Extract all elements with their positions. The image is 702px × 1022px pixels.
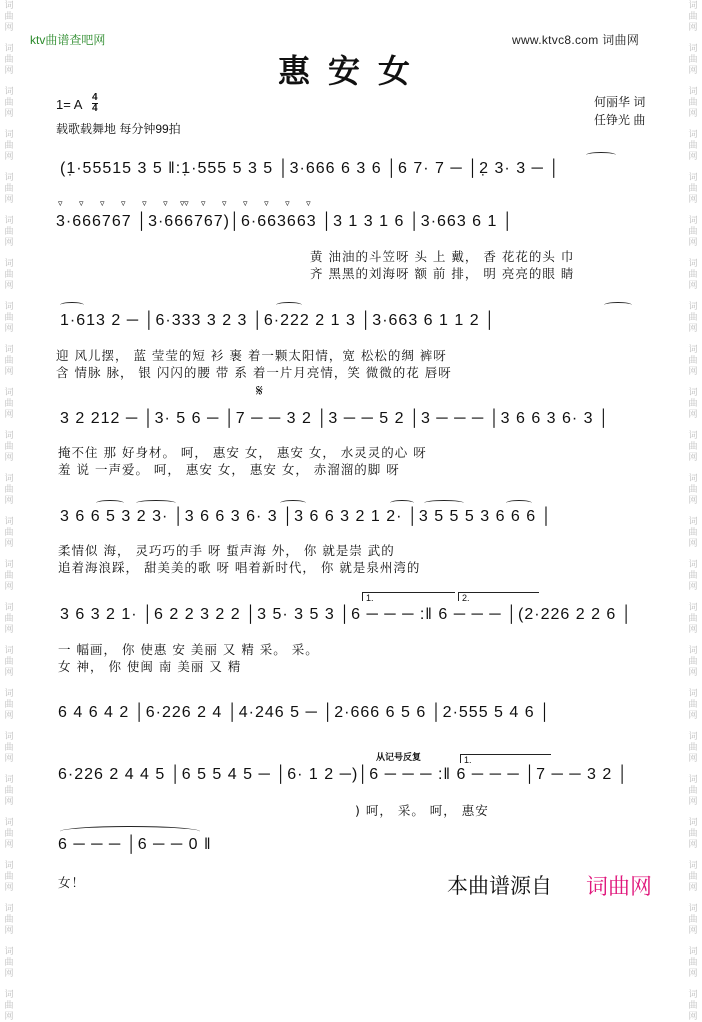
segno-sign: 𝄋 <box>256 383 263 400</box>
slur <box>424 500 464 506</box>
time-signature: 4 4 <box>92 92 98 114</box>
score-line-6: 3 6 3 2 1· │6 2 2 3 2 2 │3 5· 3 5 3 │6 ─ ─ ─ :‖ 6 ─ ─ ─ │(2·226 2 2 6 │ <box>60 606 633 623</box>
accent-marks: ▿ ▿ ▿ ▿ ▿ ▿ ▿ <box>180 198 318 208</box>
brand-logo: 词曲网 <box>586 874 653 899</box>
lyric-line-4a: 掩不住 那 好身材。 呵， 惠安 女， 惠安 女， 水灵灵的心 呀 <box>58 445 427 460</box>
lyric-line-3a: 迎 风儿摆， 蓝 莹莹的短 衫 裹 着一颗太阳情，宽 松松的绸 裤呀 <box>56 348 447 363</box>
score-line-4: 3 2 212 ─ │3· 5 6 ─ │7 ─ ─ 3 2 │3 ─ ─ 5 2 │3 ─ ─ ─ │3 6 6 3 6· 3 │ <box>60 410 611 427</box>
volta-label: 1. <box>464 755 472 765</box>
tempo-marking: 载歌载舞地 每分钟99拍 <box>56 122 181 136</box>
accent-marks: ▿ ▿ ▿ ▿ ▿ ▿ ▿ <box>58 198 196 208</box>
composer-credit: 任铮光 曲 <box>594 113 646 127</box>
lyric-line-8: ) 呵， 采。 呵， 惠安 <box>355 803 489 818</box>
lyric-line-5a: 柔情似 海， 灵巧巧的手 呀 蜇声海 外， 你 就是崇 武的 <box>58 543 395 558</box>
lyric-line-6a: 一 幅画， 你 使惠 安 美丽 又 精 采。 采。 <box>58 642 319 657</box>
volta-bracket-1 <box>362 592 455 601</box>
slur <box>586 152 616 158</box>
score-line-9: 6 ─ ─ ─ │6 ─ ─ 0 ‖ <box>58 836 212 853</box>
volta-label-1: 1. <box>366 593 374 603</box>
lyric-line-3b: 含 情脉 脉， 银 闪闪的腰 带 系 着一片月亮情，笑 微微的花 唇呀 <box>56 365 452 380</box>
lyric-line-4b: 羞 说 一声爱。 呵， 惠安 女， 惠安 女， 赤溜溜的脚 呀 <box>58 462 400 477</box>
site-url-right: www.ktvc8.com 词曲网 <box>512 33 640 47</box>
slur <box>604 302 632 308</box>
slur <box>136 500 176 506</box>
side-watermark-right: 词曲网 词曲网 词曲网 词曲网 词曲网 词曲网 词曲网 词曲网 词曲网 词曲网 词曲网 词曲网 词曲网 词曲网 词曲网 词曲网 词曲网 词曲网 词曲网 词曲网 词曲网 词曲网 词曲网 词曲网 <box>688 0 698 1021</box>
score-line-7: 6 4 6 4 2 │6·226 2 4 │4·246 5 ─ │2·666 6 5 6 │2·555 5 4 6 │ <box>58 704 552 721</box>
site-name-left: ktv曲谱查吧网 <box>30 33 106 47</box>
score-line-3: 1·613 2 ─ │6·333 3 2 3 │6·222 2 1 3 │3·663 6 1 1 2 │ <box>60 312 497 329</box>
slur <box>506 500 532 506</box>
slur <box>276 302 302 308</box>
key-signature: 1= A <box>56 97 83 112</box>
lyricist-credit: 何丽华 词 <box>594 95 646 109</box>
score-line-8: 6·226 2 4 4 5 │6 5 5 4 5 ─ │6· 1 2 ─)│6 ─ ─ ─ :‖ 6 ─ ─ ─ │7 ─ ─ 3 2 │ <box>58 766 629 783</box>
volta-bracket <box>460 754 551 763</box>
lyric-line-6b: 女 神， 你 使闽 南 美丽 又 精 <box>58 659 242 674</box>
score-line-1: (1̣·55515 3 5 ‖:1̣·555 5 3 5 │3·666 6 3 6 │6 7· 7 ─ │2̣ 3· 3 ─ │ <box>60 160 561 177</box>
lyric-line-5b: 追着海浪踩， 甜美美的歌 呀 唱着新时代， 你 就是泉州湾的 <box>58 560 421 575</box>
score-line-2: 3·666767 │3·666767)│6·663663 │3 1 3 1 6 │3·663 6 1 │ <box>56 213 514 230</box>
side-watermark-left: 词曲网 词曲网 词曲网 词曲网 词曲网 词曲网 词曲网 词曲网 词曲网 词曲网 词曲网 词曲网 词曲网 词曲网 词曲网 词曲网 词曲网 词曲网 词曲网 词曲网 词曲网 词曲网 词曲网 词曲网 <box>4 0 14 1021</box>
slur <box>280 500 306 506</box>
score-line-5: 3 6 6 5 3 2 3· │3 6 6 3 6· 3 │3 6 6 3 2 1 2· │3 5 5 5 3 6 6 6 │ <box>60 508 553 525</box>
lyric-line-9: 女！ <box>58 875 86 890</box>
slur <box>390 500 414 506</box>
slur <box>60 302 84 308</box>
volta-label-2: 2. <box>462 593 470 603</box>
da-segno-label: 从记号反复 <box>376 752 422 762</box>
slur <box>96 500 124 506</box>
song-title: 惠安女 <box>278 53 429 89</box>
lyric-line-2a: 黄 油油的斗笠呀 头 上 戴， 香 花花的头 巾 <box>310 249 575 264</box>
volta-bracket-2 <box>458 592 539 601</box>
lyric-line-2b: 齐 黑黑的刘海呀 额 前 排， 明 亮亮的眼 睛 <box>310 266 575 281</box>
source-label: 本曲谱源自 <box>447 875 552 898</box>
